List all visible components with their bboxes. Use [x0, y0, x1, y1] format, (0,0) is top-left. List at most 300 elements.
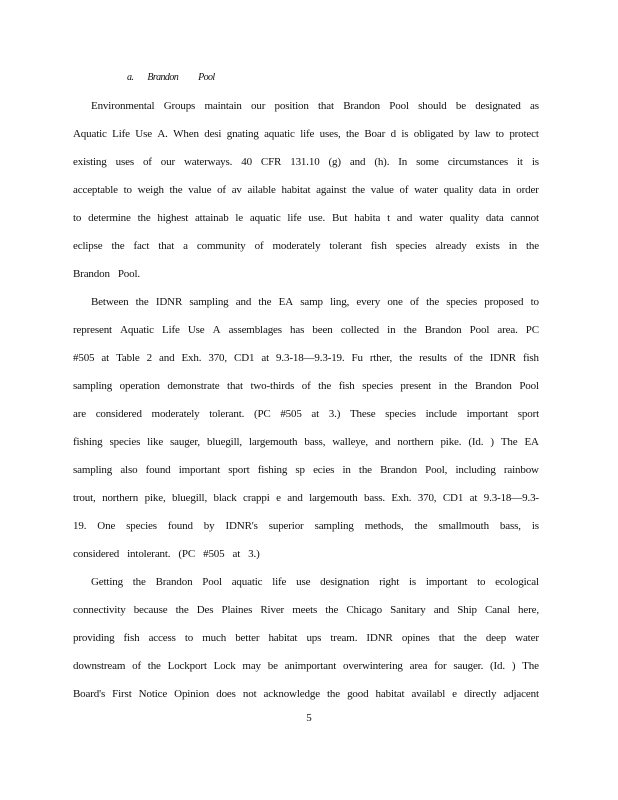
word: our — [251, 100, 266, 112]
word: for — [434, 660, 447, 672]
word: 131.10 — [290, 156, 320, 168]
word: 40 — [241, 156, 252, 168]
word: tream. — [330, 632, 358, 644]
word: maintain — [204, 100, 242, 112]
word: Pool — [202, 576, 222, 588]
word: ) — [490, 436, 494, 448]
word: in — [342, 464, 351, 476]
word: some — [416, 156, 439, 168]
word: (PC — [253, 408, 271, 420]
word: found — [167, 520, 193, 532]
section-title-word-1: Brandon — [147, 72, 179, 83]
word: is — [531, 156, 539, 168]
word: demonstrate — [167, 380, 220, 392]
word: area. — [497, 324, 518, 336]
text-line — [73, 236, 539, 264]
word: waterways. — [183, 156, 233, 168]
word: tolerant — [329, 240, 362, 252]
word: habita — [354, 212, 381, 224]
word: value — [188, 184, 212, 196]
word: uses, — [319, 128, 341, 140]
word: protect — [509, 128, 539, 140]
text-line — [73, 264, 539, 292]
word: the — [318, 380, 332, 392]
word: Lock — [213, 660, 236, 672]
body-text — [73, 96, 539, 712]
word: bass, — [499, 520, 521, 532]
word: like — [147, 436, 164, 448]
word: exists — [475, 240, 500, 252]
section-letter: a. — [127, 72, 134, 83]
word: northern — [102, 492, 139, 504]
word: the — [414, 520, 428, 532]
word: Exh. — [181, 352, 202, 364]
word: existing — [73, 156, 107, 168]
word: to — [123, 184, 132, 196]
word: 370, — [208, 352, 227, 364]
word: ecies — [313, 464, 335, 476]
word: right — [379, 576, 400, 588]
word: that — [158, 240, 175, 252]
word: the — [111, 240, 125, 252]
word: providing — [73, 632, 115, 644]
word: CD1 — [442, 492, 464, 504]
word: rainbow — [503, 464, 539, 476]
word: important — [466, 408, 509, 420]
word: here, — [518, 604, 539, 616]
text-line — [73, 432, 539, 460]
word: (Id. — [490, 660, 505, 672]
word: law — [474, 128, 491, 140]
text-line — [73, 376, 539, 404]
word: of — [301, 380, 311, 392]
word: use. — [308, 212, 326, 224]
word: are — [73, 408, 86, 420]
word: sampling — [189, 296, 229, 308]
word: that — [227, 380, 243, 392]
word: every — [356, 296, 381, 308]
word: considered — [73, 548, 120, 560]
word: animportant — [284, 660, 337, 672]
word: (g) — [328, 156, 341, 168]
word: desi — [204, 128, 222, 140]
word: the — [345, 128, 359, 140]
word: the — [132, 576, 146, 588]
word: weigh — [137, 184, 164, 196]
word: First — [112, 688, 132, 700]
word: the — [454, 380, 468, 392]
word: Aquatic — [120, 324, 154, 336]
word: the — [175, 604, 189, 616]
word: and — [287, 492, 303, 504]
word: to — [73, 212, 82, 224]
word: the — [351, 184, 365, 196]
word: present — [400, 380, 432, 392]
word: black — [213, 492, 237, 504]
word: Brandon — [343, 100, 381, 112]
word: The — [522, 660, 539, 672]
word: fish — [523, 352, 539, 364]
word: ups — [306, 632, 322, 644]
word: downstream — [73, 660, 126, 672]
word: t — [387, 212, 390, 224]
word: Pool — [519, 380, 539, 392]
text-line — [73, 96, 539, 124]
word: e — [452, 688, 457, 700]
word: life — [272, 576, 287, 588]
word: already — [435, 240, 467, 252]
word: at — [311, 408, 320, 420]
word: A. — [157, 128, 168, 140]
word: at — [232, 548, 241, 560]
word: sampling — [73, 380, 113, 392]
word: habitat — [375, 688, 405, 700]
word: designation — [320, 576, 370, 588]
text-line — [73, 572, 539, 600]
word: because — [133, 604, 168, 616]
word: These — [349, 408, 376, 420]
text-line — [73, 656, 539, 684]
word: is — [531, 520, 539, 532]
word: Boar — [364, 128, 386, 140]
text-line — [73, 516, 539, 544]
word: quality — [443, 184, 474, 196]
word: PC — [525, 324, 539, 336]
word: pike. — [440, 436, 462, 448]
word: of — [453, 352, 463, 364]
word: Canal — [484, 604, 510, 616]
word: Brandon — [155, 576, 193, 588]
word: uses — [115, 156, 134, 168]
section-heading — [127, 72, 215, 83]
word: that — [318, 100, 334, 112]
word: of — [254, 240, 264, 252]
word: designated — [475, 100, 521, 112]
word: The — [500, 436, 518, 448]
word: water — [515, 632, 539, 644]
text-line — [73, 460, 539, 488]
word: IDNR — [489, 352, 516, 364]
word: against — [316, 184, 347, 196]
word: results — [419, 352, 447, 364]
word: Brandon — [424, 324, 462, 336]
text-line — [73, 404, 539, 432]
word: fish — [370, 240, 387, 252]
word: water — [419, 212, 443, 224]
word: moderately — [272, 240, 321, 252]
word: directly — [463, 688, 497, 700]
word: species — [395, 240, 427, 252]
word: in — [438, 380, 447, 392]
word: in — [502, 184, 511, 196]
word: much — [202, 632, 227, 644]
word: methods, — [364, 520, 404, 532]
word: the — [358, 464, 372, 476]
word: connectivity — [73, 604, 126, 616]
word: as — [530, 100, 539, 112]
word: largemouth — [309, 492, 358, 504]
word: does — [216, 688, 236, 700]
word: one — [387, 296, 403, 308]
word: of — [217, 184, 226, 196]
text-line — [73, 348, 539, 376]
word: data — [485, 212, 504, 224]
text-line — [73, 180, 539, 208]
word: Use — [135, 128, 152, 140]
word: IDNR — [155, 296, 183, 308]
word: fish — [123, 632, 140, 644]
word: superior — [268, 520, 304, 532]
word: acknowledge — [263, 688, 320, 700]
word: quality — [449, 212, 480, 224]
word: the — [137, 212, 151, 224]
word: Life — [162, 324, 180, 336]
word: sampling — [73, 464, 113, 476]
word: sauger, — [170, 436, 201, 448]
word: the — [135, 296, 149, 308]
word: the — [169, 184, 183, 196]
word: overwintering — [343, 660, 403, 672]
word: northern — [397, 436, 434, 448]
word: the — [147, 660, 161, 672]
word: Board's — [73, 688, 106, 700]
word: and — [235, 296, 252, 308]
word: and — [159, 352, 175, 364]
word: position — [274, 100, 309, 112]
page-number: 5 — [306, 712, 312, 724]
word: important — [178, 464, 221, 476]
word: life — [300, 128, 315, 140]
word: Lockport — [167, 660, 207, 672]
word: IDNR's — [225, 520, 258, 532]
word: operation — [119, 380, 160, 392]
word: largemouth — [248, 436, 298, 448]
word: the — [463, 632, 477, 644]
word: EA — [278, 296, 293, 308]
word: eclipse — [73, 240, 103, 252]
word: circumstances — [447, 156, 509, 168]
word: habitat — [268, 632, 298, 644]
word: that — [438, 632, 455, 644]
word: Notice — [138, 688, 168, 700]
word: include — [425, 408, 457, 420]
text-line — [73, 208, 539, 236]
word: CFR — [260, 156, 282, 168]
word: sp — [295, 464, 305, 476]
text-line — [73, 320, 539, 348]
word: When — [173, 128, 199, 140]
word: the — [469, 352, 483, 364]
word: Des — [196, 604, 214, 616]
word: data — [478, 184, 497, 196]
word: including — [455, 464, 496, 476]
word: 19. — [73, 520, 87, 532]
word: 9.3-18—9.3- — [483, 492, 539, 504]
word: rther, — [369, 352, 393, 364]
word: collected — [340, 324, 380, 336]
word: also — [120, 464, 138, 476]
word: be — [455, 100, 466, 112]
word: species — [385, 408, 416, 420]
word: is — [401, 128, 409, 140]
word: and — [375, 436, 391, 448]
word: species — [446, 296, 477, 308]
word: adjacent — [503, 688, 539, 700]
word: determine — [88, 212, 131, 224]
word: two-thirds — [250, 380, 295, 392]
word: good — [347, 688, 369, 700]
word: species — [126, 520, 157, 532]
text-line — [73, 124, 539, 152]
text-line — [73, 600, 539, 628]
word: at — [469, 492, 478, 504]
word: species — [362, 380, 393, 392]
word: 2 — [146, 352, 152, 364]
word: should — [418, 100, 447, 112]
word: crappi — [243, 492, 270, 504]
word: aquatic — [264, 128, 295, 140]
word: our — [160, 156, 175, 168]
word: community — [196, 240, 246, 252]
word: Life — [112, 128, 130, 140]
word: But — [331, 212, 348, 224]
word: at — [101, 352, 110, 364]
word: the — [526, 240, 539, 252]
word: Groups — [163, 100, 196, 112]
word: deep — [485, 632, 507, 644]
word: assemblages — [228, 324, 282, 336]
word: of — [399, 184, 409, 196]
section-title-word-2: Pool — [198, 72, 215, 83]
word: ecological — [495, 576, 539, 588]
word: walleye, — [332, 436, 369, 448]
word: considered — [95, 408, 142, 420]
word: to — [477, 576, 486, 588]
word: opines — [401, 632, 430, 644]
word: proposed — [484, 296, 524, 308]
word: CD1 — [234, 352, 255, 364]
word: Environmental — [91, 100, 155, 112]
word: fishing — [73, 436, 103, 448]
word: One — [97, 520, 116, 532]
word: the — [399, 352, 413, 364]
word: Brandon — [380, 464, 417, 476]
word: Sanitary — [390, 604, 426, 616]
word: sport — [517, 408, 539, 420]
word: be — [267, 660, 278, 672]
word: 370, — [417, 492, 437, 504]
word: bluegill, — [206, 436, 242, 448]
word: the — [325, 604, 339, 616]
word: Brandon — [73, 268, 110, 280]
word: and — [349, 156, 366, 168]
word: Between — [91, 296, 129, 308]
word: to — [495, 128, 504, 140]
word: at — [261, 352, 270, 364]
word: sport — [228, 464, 250, 476]
word: the — [258, 296, 272, 308]
word: order — [516, 184, 539, 196]
word: smallmouth — [438, 520, 489, 532]
word: life — [287, 212, 302, 224]
word: EA — [524, 436, 539, 448]
word: ) — [511, 660, 516, 672]
word: ling, — [330, 296, 350, 308]
word: has — [290, 324, 305, 336]
word: important — [425, 576, 468, 588]
word: acceptable — [73, 184, 118, 196]
word: Pool, — [425, 464, 448, 476]
word: to — [184, 632, 194, 644]
word: (Id. — [468, 436, 484, 448]
word: found — [145, 464, 171, 476]
word: Use — [187, 324, 205, 336]
word: by — [203, 520, 215, 532]
word: Ship — [457, 604, 477, 616]
word: d — [390, 128, 396, 140]
word: cannot — [510, 212, 539, 224]
word: (PC — [178, 548, 196, 560]
word: meets — [292, 604, 318, 616]
word: availabl — [411, 688, 446, 700]
text-line — [73, 292, 539, 320]
word: value — [370, 184, 394, 196]
word: 9.3-18—9.3-19. — [276, 352, 345, 364]
word: (h). — [374, 156, 390, 168]
word: species — [109, 436, 141, 448]
word: represent — [73, 324, 112, 336]
word: Getting — [91, 576, 123, 588]
word: the — [426, 296, 440, 308]
word: A — [212, 324, 221, 336]
word: better — [235, 632, 260, 644]
word: Exh. — [391, 492, 412, 504]
word: 3.) — [248, 548, 260, 560]
word: Fu — [351, 352, 363, 364]
word: trout, — [73, 492, 96, 504]
word: Pool — [389, 100, 409, 112]
word: #505 — [280, 408, 302, 420]
word: moderately — [151, 408, 200, 420]
word: may — [242, 660, 261, 672]
word: in — [387, 324, 396, 336]
word: Pool. — [117, 268, 141, 280]
word: aquatic — [249, 212, 281, 224]
word: tolerant. — [209, 408, 245, 420]
word: samp — [300, 296, 323, 308]
word: Brandon — [474, 380, 512, 392]
word: of — [132, 660, 141, 672]
word: ailable — [247, 184, 276, 196]
word: fish — [338, 380, 355, 392]
text-line — [73, 152, 539, 180]
word: been — [312, 324, 333, 336]
word: a — [183, 240, 188, 252]
word: 3.) — [328, 408, 341, 420]
word: sampling — [314, 520, 354, 532]
text-line — [73, 684, 539, 712]
word: not — [242, 688, 257, 700]
word: area — [409, 660, 428, 672]
word: av — [231, 184, 242, 196]
word: the — [403, 324, 417, 336]
word: Plaines — [221, 604, 253, 616]
word: Opinion — [174, 688, 210, 700]
word: obligated — [413, 128, 454, 140]
word: bass. — [364, 492, 385, 504]
word: le — [235, 212, 244, 224]
word: Chicago — [346, 604, 382, 616]
